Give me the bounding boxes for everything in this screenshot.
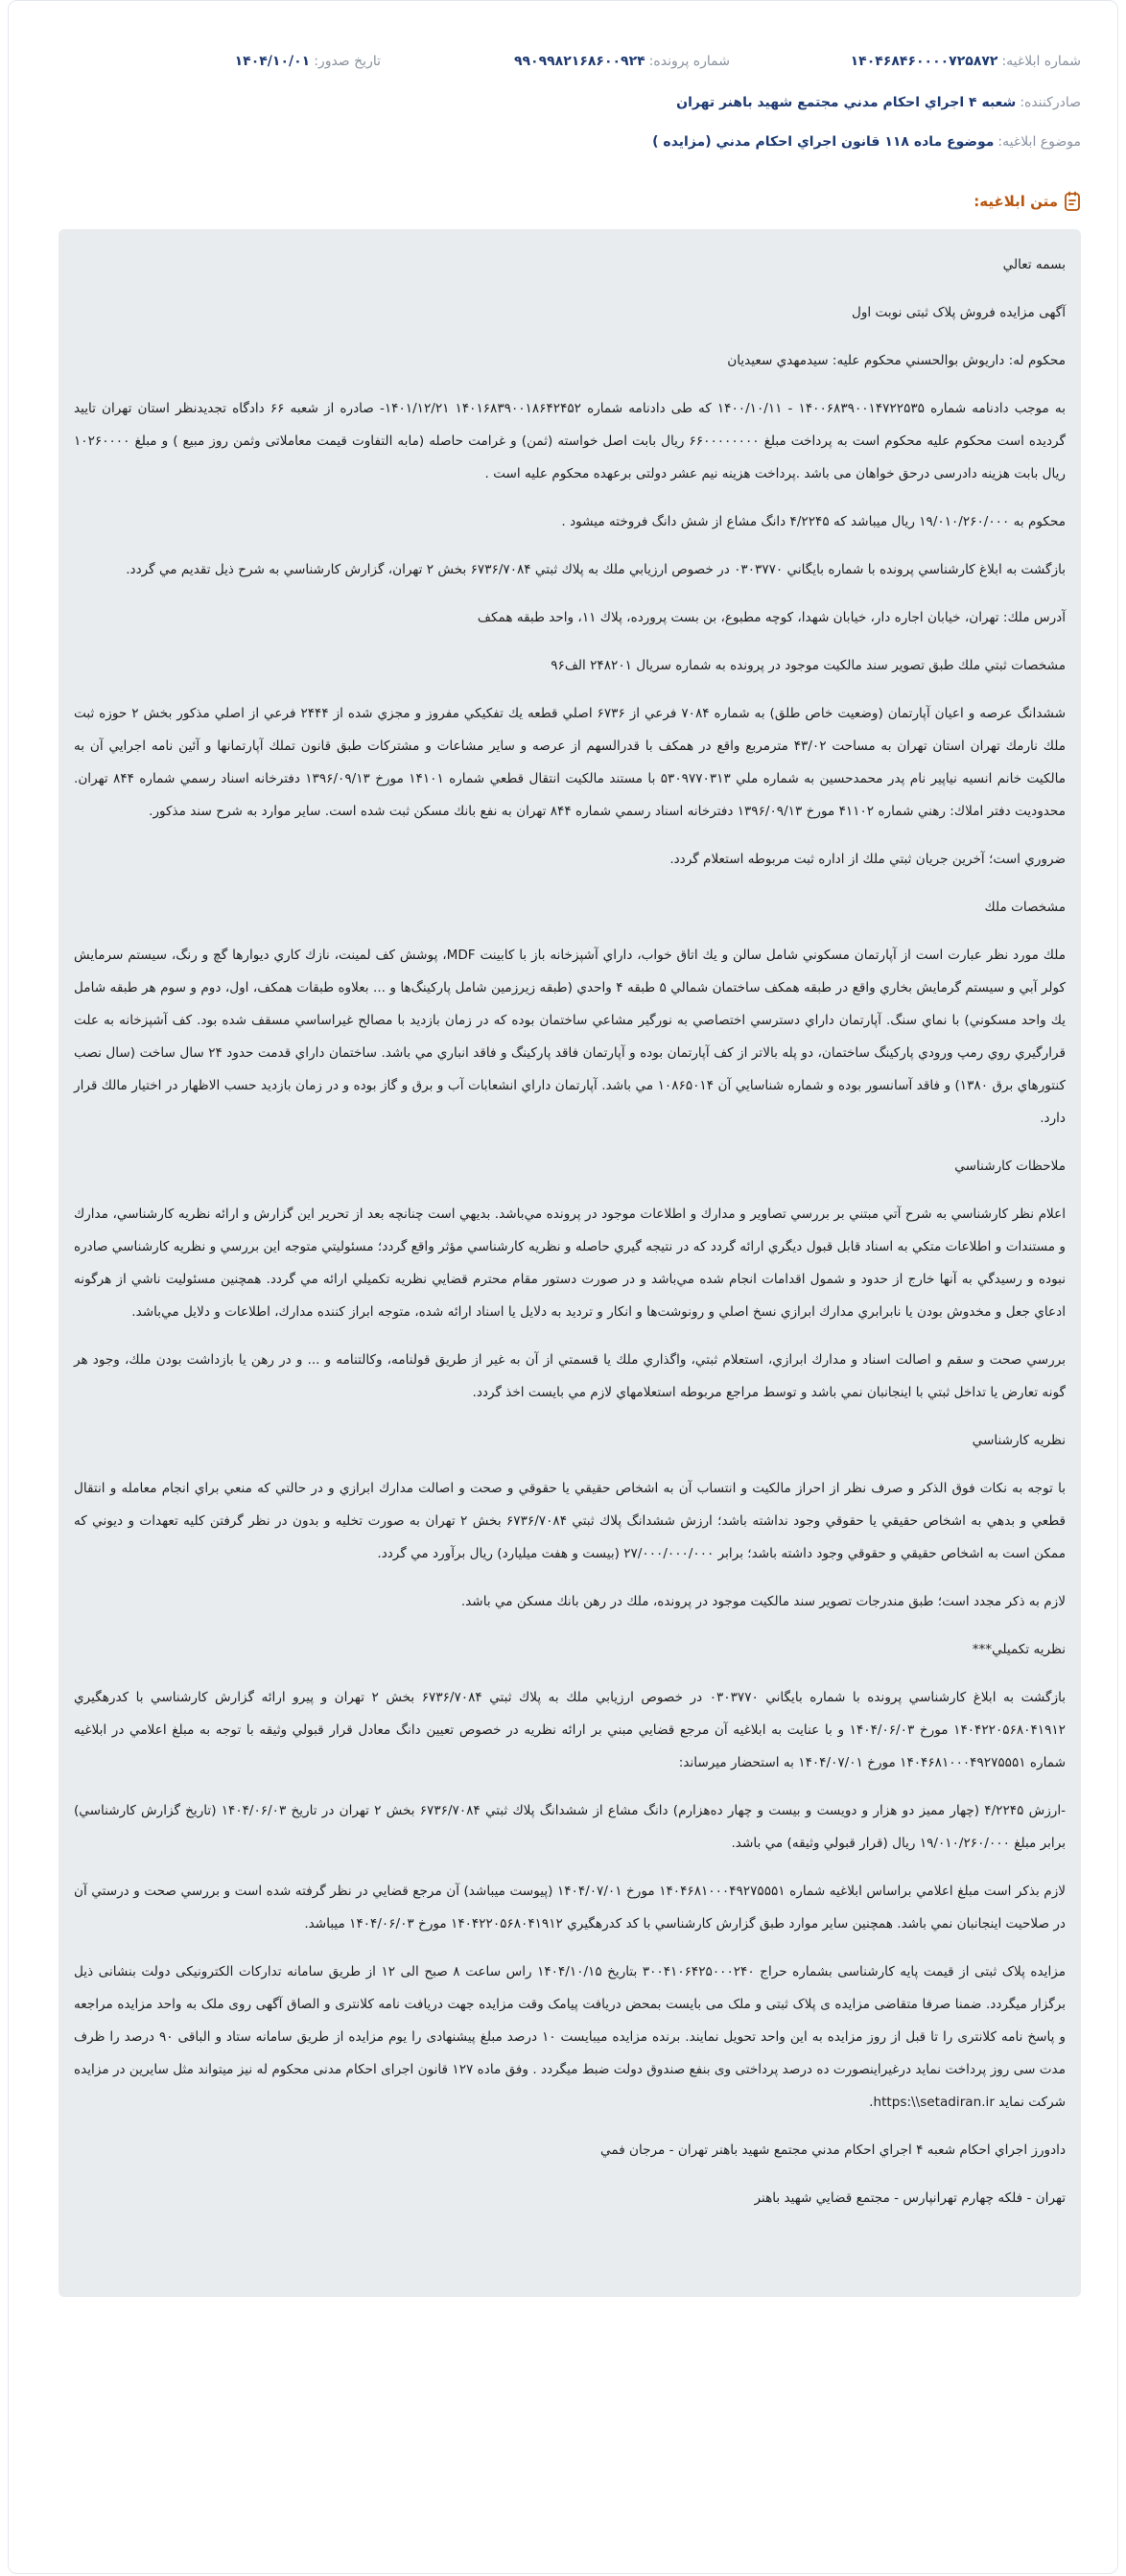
body-paragraph: ششدانگ عرصه و اعيان آپارتمان (وضعيت خاص طلق) به شماره ۷۰۸۴ فرعي از ۶۷۳۶ اصلي قطعه يك تفكيكي مفروز و مجزي شده از ۲۴۴۴ فرعي از اصلي مذكور بخش ۲ حوزه ثبت ملك نارمك تهران استان تهران به مساحت ۴۳/۰۲ مترمربع واقع در همكف با قدرالسهم از عرصه و ساير مشاعات و مشتركات طبق قانون تملك آپارتمانها و آئين نامه اجرايي آن به مالكيت خانم انسيه نياپير نام پدر محمدحسين به شماره ملي ۵۳۰۹۷۷۰۳۱۳ با مستند مالكيت انتقال قطعي شماره ۱۴۱۰۱ مورخ ۱۳۹۶/۰۹/۱۳ دفترخانه اسناد رسمي شماره ۸۴۴ تهران. محدوديت دفتر املاك: رهني شماره ۴۱۱۰۲ مورخ ۱۳۹۶/۰۹/۱۳ دفترخانه اسناد رسمي شماره ۸۴۴ تهران به نفع بانك مسكن ثبت شده است. ساير موارد به شرح سند مذكور. bbox=[74, 706, 1067, 819]
document-note-icon bbox=[1064, 191, 1081, 212]
body-paragraph: لازم بذكر است مبلغ اعلامي براساس ابلاغيه شماره ۱۴۰۴۶۸۱۰۰۰۴۹۲۷۵۵۵۱ مورخ ۱۴۰۴/۰۷/۰۱ (پيوست ميباشد) آن مرجع قضايي در نظر گرفته شده است و بررسي صحت و درستي آن در صلاحيت اينجانبان نمي باشد. همچنين ساير موارد طبق گزارش كارشناسي با كد كدرهگيري ۱۴۰۴۲۲۰۵۶۸۰۴۱۹۱۲ مورخ ۱۴۰۴/۰۶/۰۳ ميباشد. bbox=[74, 1884, 1067, 1932]
body-paragraph: با توجه به نكات فوق الذكر و صرف نظر از احراز مالكيت و انتساب آن به اشخاص حقيقي يا حقوقي و صحت و اصالت مدارك ابرازي و در حالتي كه منعي براي انجام معامله و انتقال قطعي و بدهي به اشخاص حقيقي يا حقوقي وجود نداشته باشد؛ ارزش ششدانگ پلاك ثبتي ۶۷۳۶/۷۰۸۴ بخش ۲ تهران به صورت تخليه و بدون در نظر گرفتن كليه تعهدات و ديوني كه ممكن است به اشخاص حقيقي و حقوقي وجود داشته باشد؛ برابر ۲۷/۰۰۰/۰۰۰/۰۰۰ (بيست و هفت ميليارد) ريال برآورد مي گردد. bbox=[74, 1481, 1067, 1561]
body-paragraph: بسمه تعالي bbox=[1002, 257, 1066, 272]
issue-date-label: تاریخ صدور: bbox=[314, 54, 381, 69]
body-paragraph: تهران - فلكه چهارم تهرانپارس - مجتمع قضايي شهيد باهنر bbox=[754, 2190, 1066, 2206]
notice-number-value: ۱۴۰۴۶۸۴۶۰۰۰۰۷۲۵۸۷۲ bbox=[850, 54, 998, 69]
subject-label: موضوع ابلاغیه: bbox=[997, 134, 1081, 150]
body-paragraph: مزایده پلاک ثبتی از قیمت پایه کارشناسی بشماره حراج ۳۰۰۴۱۰۶۴۲۵۰۰۰۲۴۰ بتاریخ ۱۴۰۴/۱۰/۱۵ راس ساعت ۸ صبح الی ۱۲ از طریق سامانه تدارکات الکترونیکی دولت بنشانی ذیل برگزار میگردد. ضمنا صرفا متقاضی مزایده ی پلاک ثبتی و ملک می بایست بمحض دریافت پیامک وقت مزایده جهت دریافت نامه کلانتری و الصاق آگهی روی ملک به واحد مزایده مراجعه و پاسخ نامه کلانتری را تا قبل از روز مزایده به این واحد تحویل نمایند. برنده مزایده میبایست ۱۰ درصد مبلغ پیشنهادی را یوم مزایده از طریق سامانه ستاد و الباقی ۹۰ درصد را ظرف مدت سی روز پرداخت نماید درغیراینصورت ده درصد پرداختی وی بنفع صندوق دولت ضبط میگردد . وفق ماده ۱۲۷ قانون اجرای احکام مدنی محکوم له نیز میتواند مثل سایرین در مزایده شرکت نماید https:\\setadiran.ir. bbox=[74, 1964, 1067, 2110]
body-paragraph: بازگشت به ابلاغ كارشناسي پرونده با شماره بايگاني ۰۳۰۳۷۷۰ در خصوص ارزيابي ملك به پلاك ثبتي ۶۷۳۶/۷۰۸۴ بخش ۲ تهران و پيرو ارائه گزارش كارشناسي با كدرهگيري ۱۴۰۴۲۲۰۵۶۸۰۴۱۹۱۲ مورخ ۱۴۰۴/۰۶/۰۳ و با عنايت به ابلاغيه آن مرجع قضايي مبني بر ارائه نظريه در خصوص تعيين دانگ معادل قرار قبولي وثيقه با توجه به مبلغ اعلامي در ابلاغيه شماره ۱۴۰۴۶۸۱۰۰۰۴۹۲۷۵۵۵۱ مورخ ۱۴۰۴/۰۷/۰۱ به استحضار ميرساند: bbox=[74, 1690, 1067, 1770]
body-title bbox=[974, 191, 1081, 212]
body-paragraph: نظريه كارشناسي bbox=[972, 1433, 1066, 1448]
issue-date bbox=[235, 54, 381, 69]
body-paragraph: اعلام نظر كارشناسي به شرح آتي مبتني بر بررسي تصاوير و مدارك و اطلاعات موجود در پرونده مي‌باشد. بديهي است چنانچه بعد از تحرير اين گزارش و ارائه نظريه كارشناسي، مدارك و مستندات و اطلاعات متكي به اسناد قابل قبول ديگري ارائه گردد كه در نتيجه گيري حاصله و نظريه كارشناسي مؤثر واقع گردد؛ مسئوليتي متوجه اين بررسي و نظريه كارشناسي صادره نبوده و رسيدگي به آنها خارج از حدود و شمول اقدامات انجام شده مي‌باشد و در صورت دستور مقام محترم قضايي نظريه تكميلي ارائه مي گردد. همچنين مسئوليت ناشي از هرگونه ادعاي جعل و مخدوش بودن يا نابرابري مدارك ابرازي نسخ اصلي و رونوشت‌ها و انكار و ترديد به دلايل يا اسناد ارائه شده، متوجه ابراز كننده مدارك، اطلاعات و دلايل مي‌باشد. bbox=[74, 1206, 1066, 1320]
issuer bbox=[676, 95, 1081, 110]
notice-card bbox=[8, 0, 1118, 2574]
body-paragraph: به موجب دادنامه شماره ۱۴۰۰۶۸۳۹۰۰۱۴۷۲۲۵۳۵ - ۱۴۰۰/۱۰/۱۱ که طی دادنامه شماره ۱۴۰۱۶۸۳۹۰۰۱۸۶۴۲۴۵۲ ۱۴۰۱/۱۲/۲۱- صادره از شعبه ۶۶ دادگاه تجدیدنظر استان تهران تایید گردیده است محکوم علیه محکوم است به پرداخت مبلغ ۶۶۰۰۰۰۰۰۰۰ ریال بابت اصل خواسته (ثمن) و غرامت حاصله (مابه التفاوت قیمت معاملاتی وثمن روز مبیع ) و مبلغ ۱۰۲۶۰۰۰۰ ریال بابت هزینه دادرسی درحق خواهان می باشد .پرداخت هزینه نیم عشر دولتی برعهده محکوم علیه است . bbox=[74, 401, 1066, 481]
subject-value: موضوع ماده ۱۱۸ قانون اجراي احكام مدني (مزايده ) bbox=[652, 134, 995, 150]
body-paragraph: محکوم به ۱۹/۰۱۰/۲۶۰/۰۰۰ ریال میباشد که ۴/۲۲۴۵ دانگ مشاع از شش دانگ فروخته میشود . bbox=[561, 514, 1066, 529]
notice-meta-row bbox=[235, 54, 1081, 69]
subject-row bbox=[652, 134, 1081, 150]
body-paragraph: بازگشت به ابلاغ كارشناسي پرونده با شماره بايگاني ۰۳۰۳۷۷۰ در خصوص ارزيابي ملك به پلاك ثبتي ۶۷۳۶/۷۰۸۴ بخش ۲ تهران، گزارش كارشناسي به شرح ذيل تقديم مي گردد. bbox=[126, 562, 1066, 577]
notice-number bbox=[730, 54, 1081, 69]
body-paragraph: ملاحظات كارشناسي bbox=[954, 1159, 1066, 1174]
case-number-value: ۹۹۰۹۹۸۲۱۶۸۶۰۰۹۲۴ bbox=[513, 54, 645, 69]
body-paragraph: مشخصات ملك bbox=[984, 900, 1066, 915]
body-paragraph: بررسي صحت و سقم و اصالت اسناد و مدارك ابرازي، استعلام ثبتي، واگذاري ملك يا قسمتي از آن به غير از طريق قولنامه، وكالتنامه و ... و در رهن يا بازداشت بودن ملك، وجود هر گونه تعارض يا تداخل ثبتي با اينجانبان نمي باشد و توسط مراجع مربوطه استعلامهاي لازم مي بايست اخذ گردد. bbox=[74, 1352, 1066, 1400]
body-paragraph: ضروري است؛ آخرين جريان ثبتي ملك از اداره ثبت مربوطه استعلام گردد. bbox=[669, 852, 1066, 867]
body-paragraph: -ارزش ۴/۲۲۴۵ (چهار مميز دو هزار و دويست و بيست و چهار ده‌هزارم) دانگ مشاع از ششدانگ پلاك ثبتي ۶۷۳۶/۷۰۸۴ بخش ۲ تهران در تاريخ ۱۴۰۴/۰۶/۰۳ (تاريخ گزارش كارشناسي) برابر مبلغ ۱۹/۰۱۰/۲۶۰/۰۰۰ ريال (قرار قبولي وثيقه) مي باشد. bbox=[74, 1803, 1067, 1851]
body-paragraph: لازم به ذكر مجدد است؛ طبق مندرجات تصوير سند مالكيت موجود در پرونده، ملك در رهن بانك مسكن مي باشد. bbox=[460, 1594, 1066, 1609]
body-paragraph: محکوم له: داریوش بوالحسني محکوم علیه: سیدمهدي سعیدیان bbox=[727, 353, 1066, 368]
case-number bbox=[381, 54, 730, 69]
issuer-value: شعبه ۴ اجراي احكام مدني مجتمع شهيد باهنر تهران bbox=[676, 95, 1017, 110]
body-paragraph: مشخصات ثبتي ملك طبق تصوير سند مالكيت موجود در پرونده به شماره سريال ۲۴۸۲۰۱ الف۹۶ bbox=[551, 658, 1066, 673]
subject bbox=[652, 134, 1081, 150]
body-paragraph: ملك مورد نظر عبارت است از آپارتمان مسكوني شامل سالن و يك اتاق خواب، داراي آشپزخانه باز با كابينت MDF، پوشش كف لمينت، نازك كاري ديوارها گچ و رنگ، سيستم سرمايش كولر آبي و سيستم گرمايش بخاري واقع در طبقه همكف ساختمان شمالي ۵ طبقه ۴ واحدي (طبقه زيرزمين شامل پاركينگ‌ها و ... بعلاوه طبقات همكف، اول، دوم و سوم هر طبقه شامل يك واحد مسكوني) با نماي سنگ. آپارتمان داراي دسترسي اختصاصي به نورگير مشاعي ساختمان بوده كه در زمان بازديد با مصالح غيراساسي مسقف شده بود. كف آشپزخانه به علت قرارگيري روي رمپ ورودي پاركينگ ساختمان، دو پله بالاتر از كف آپارتمان بوده و آپارتمان فاقد پاركينگ و فاقد انباري مي باشد. ساختمان داراي قدمت حدود ۲۴ سال ساخت (سال نصب كنتورهاي برق ۱۳۸۰) و فاقد آسانسور بوده و شماره شناسايي آن ۱۰۸۶۵۰۱۴ مي باشد. آپارتمان داراي انشعابات آب و برق و گاز بوده و در زمان بازديد حسب الاظهار در اختيار مالك قرار دارد. bbox=[74, 948, 1066, 1126]
body-paragraph: نظريه تكميلي*** bbox=[972, 1642, 1066, 1657]
notice-body bbox=[59, 229, 1081, 2297]
notice-number-label: شماره ابلاغیه: bbox=[1001, 54, 1081, 69]
case-number-label: شماره پرونده: bbox=[648, 54, 730, 69]
body-paragraph: آگهی مزایده فروش پلاک ثبتی نوبت اول bbox=[851, 305, 1066, 320]
issuer-row bbox=[676, 95, 1081, 110]
body-title-text: متن ابلاغیه: bbox=[974, 193, 1058, 210]
body-paragraph: دادورز اجراي احكام شعبه ۴ اجراي احكام مدني مجتمع شهيد باهنر تهران - مرجان فمي bbox=[600, 2143, 1066, 2158]
issuer-label: صادرکننده: bbox=[1020, 95, 1081, 110]
issue-date-value: ۱۴۰۴/۱۰/۰۱ bbox=[234, 54, 311, 69]
body-paragraph: آدرس ملك: تهران، خيابان اجاره دار، خيابان شهدا، كوچه مطبوع، بن بست پرورده، پلاك ۱۱، واحد طبقه همكف bbox=[477, 610, 1066, 625]
